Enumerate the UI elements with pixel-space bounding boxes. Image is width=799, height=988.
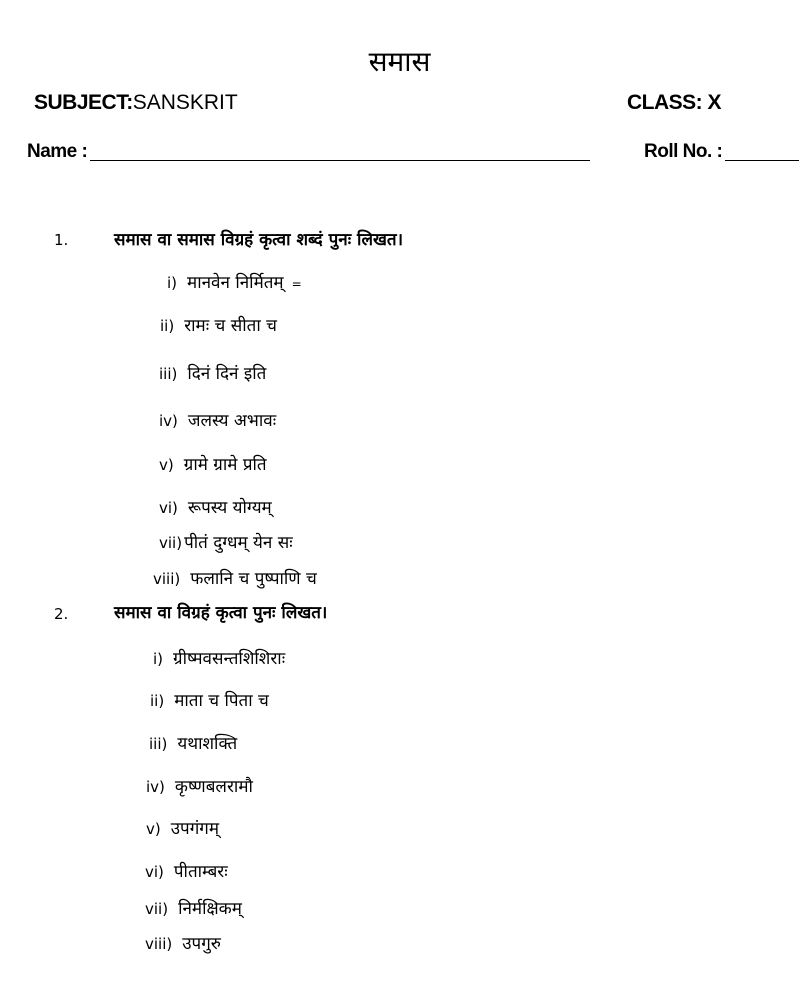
question-1-prompt: समास वा समास विग्रहं कृत्वा शब्दं पुनः लिखत। [114, 230, 404, 250]
class-label: CLASS: X [627, 91, 722, 114]
item-roman: v) [159, 456, 174, 474]
list-item [159, 408, 276, 431]
question-1-number: 1. [54, 231, 69, 249]
item-text: ग्रामे ग्रामे प्रति [183, 455, 267, 475]
list-item [159, 452, 267, 475]
item-text: फलानि च पुष्पाणि च [190, 569, 317, 589]
item-roman: ii) [150, 692, 165, 710]
item-text: दिनं दिनं इति [187, 364, 267, 384]
item-text: ग्रीष्मवसन्तशिशिराः [173, 649, 286, 669]
item-roman: iv) [146, 778, 165, 796]
item-text: मानवेन निर्मितम् [187, 273, 284, 293]
item-roman: iii) [149, 735, 168, 753]
roll-number-blank-line[interactable] [725, 160, 799, 161]
list-item [167, 270, 302, 293]
list-item [159, 495, 272, 518]
item-text: निर्मक्षिकम् [178, 899, 242, 919]
item-text: जलस्य अभावः [187, 411, 277, 431]
list-item [159, 530, 293, 553]
item-text: उपगुरु [182, 934, 221, 954]
item-roman: iv) [159, 412, 178, 430]
list-item [153, 566, 317, 589]
name-blank-line[interactable] [90, 160, 590, 161]
item-text: पीतं दुग्धम् येन सः [184, 533, 293, 553]
subject-line [34, 90, 238, 116]
equals-sign: = [291, 277, 302, 291]
item-text: रामः च सीता च [184, 316, 277, 336]
list-item [153, 646, 285, 669]
item-roman: viii) [153, 570, 181, 588]
item-roman: ii) [160, 317, 175, 335]
question-2-number: 2. [54, 605, 69, 623]
list-item [145, 896, 242, 919]
item-roman: vi) [145, 863, 164, 881]
list-item [145, 859, 228, 882]
item-text: रूपस्य योग्यम् [187, 498, 272, 518]
list-item [146, 816, 219, 839]
list-item [160, 313, 277, 336]
subject-label: SUBJECT: [34, 91, 133, 114]
item-roman: i) [153, 650, 164, 668]
item-roman: vi) [159, 499, 178, 517]
item-roman: vii) [145, 900, 169, 918]
item-roman: iii) [159, 365, 178, 383]
item-text: यथाशक्ति [177, 734, 238, 754]
item-roman: v) [146, 820, 161, 838]
item-roman: vii) [159, 534, 183, 552]
name-label: Name : [27, 141, 88, 162]
question-2-prompt: समास वा विग्रहं कृत्वा पुनः लिखत। [114, 603, 328, 623]
list-item [145, 931, 221, 954]
item-roman: viii) [145, 935, 173, 953]
item-text: उपगंगम् [170, 819, 220, 839]
roll-number-label: Roll No. : [644, 141, 723, 162]
item-text: माता च पिता च [174, 691, 269, 711]
list-item [150, 688, 269, 711]
worksheet-title: समास [368, 45, 431, 78]
subject-value: SANSKRIT [132, 91, 238, 114]
list-item [146, 774, 253, 797]
item-text: पीताम्बरः [173, 862, 228, 882]
item-text: कृष्णबलरामौ [174, 777, 253, 797]
list-item [149, 731, 237, 754]
item-roman: i) [167, 274, 178, 292]
list-item [159, 361, 266, 384]
